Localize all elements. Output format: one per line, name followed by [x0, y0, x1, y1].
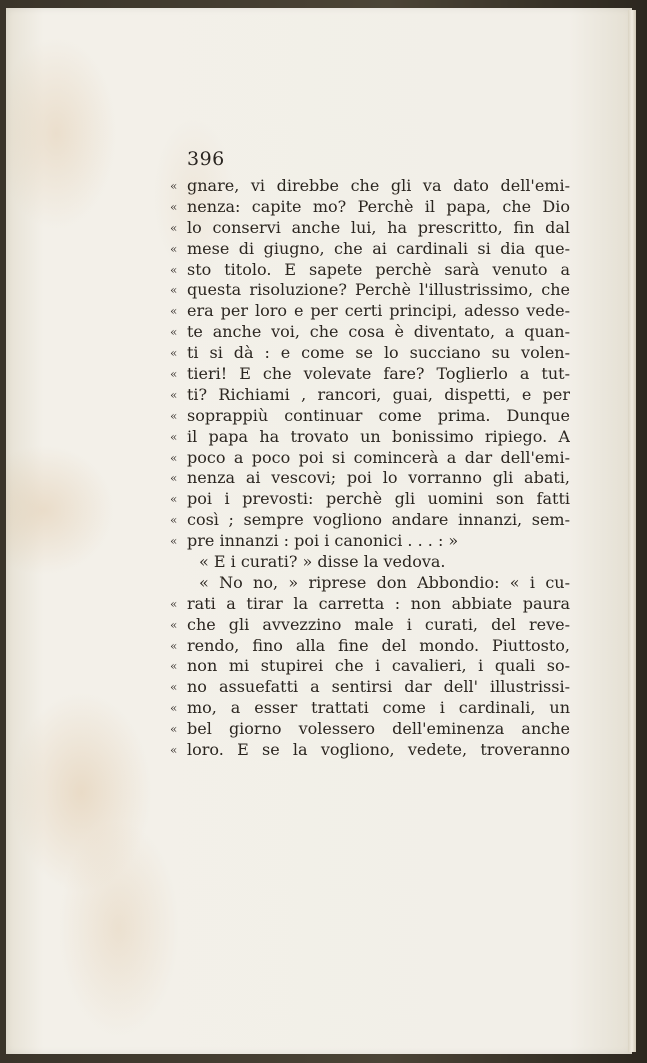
quote-mark: « [170, 492, 178, 507]
quote-mark: « [170, 450, 178, 465]
line-text: no assuefatti a sentirsi dar dell' illustrissi- [187, 677, 570, 697]
line-text: lo conservi anche lui, ha prescritto, fin dal [187, 217, 570, 237]
text-line [170, 280, 570, 301]
text-line [170, 406, 570, 427]
quote-mark: « [170, 262, 178, 277]
line-text: nenza ai vescovi; poi lo vorranno gli abati, [187, 468, 570, 488]
line-text: che gli avvezzino male i curati, del reve- [187, 614, 570, 634]
quote-mark: « [170, 304, 178, 319]
quote-mark: « [170, 680, 178, 695]
text-line [170, 448, 570, 469]
quote-mark: « [170, 659, 178, 674]
line-text: era per loro e per certi principi, adesso vede- [187, 301, 570, 321]
quote-mark: « [170, 367, 178, 382]
text-line [170, 677, 570, 698]
text-line [170, 364, 570, 385]
line-text: tieri! E che volevate fare? Toglierlo a tut- [187, 364, 570, 384]
line-text: rendo, fino alla fine del mondo. Piuttosto, [187, 635, 570, 655]
text-line [170, 615, 570, 636]
quote-mark: « [170, 346, 178, 361]
text-line [170, 176, 570, 197]
line-text: nenza: capite mo? Perchè il papa, che Dio [187, 196, 570, 216]
quote-mark: « [170, 471, 178, 486]
quote-mark: « [170, 743, 178, 758]
text-line [170, 489, 570, 510]
quote-mark: « [170, 283, 178, 298]
line-text: soprappiù continuar come prima. Dunque [187, 405, 570, 425]
quote-mark: « [170, 199, 178, 214]
line-text: ti si dà : e come se lo succiano su volen- [187, 343, 570, 363]
text-line [170, 552, 570, 573]
quote-mark: « [170, 325, 178, 340]
text-block [170, 176, 570, 761]
quote-mark: « [170, 617, 178, 632]
quote-mark: « [170, 534, 178, 549]
line-text: così ; sempre vogliono andare innanzi, sem- [187, 510, 570, 530]
text-line [170, 301, 570, 322]
line-text: te anche voi, che cosa è diventato, a quan- [187, 322, 570, 342]
text-line [170, 698, 570, 719]
quote-mark: « [170, 701, 178, 716]
quote-mark: « [170, 722, 178, 737]
text-line [170, 343, 570, 364]
quote-mark: « [170, 513, 178, 528]
line-text: « E i curati? » disse la vedova. [199, 552, 446, 572]
text-line [170, 573, 570, 594]
text-line [170, 468, 570, 489]
line-text: ti? Richiami , rancori, guai, dispetti, e per [187, 384, 570, 404]
text-line [170, 427, 570, 448]
text-line [170, 719, 570, 740]
line-text: pre innanzi : poi i canonici . . . : » [187, 531, 459, 551]
line-text: gnare, vi direbbe che gli va dato dell'emi- [187, 176, 570, 195]
line-text: loro. E se la vogliono, vedete, troveranno [187, 740, 570, 760]
page-number: 396 [187, 148, 225, 170]
line-text: poi i prevosti: perchè gli uomini son fatti [187, 489, 570, 509]
quote-mark: « [170, 408, 178, 423]
line-text: mese di giugno, che ai cardinali si dia que- [187, 238, 570, 258]
quote-mark: « [170, 638, 178, 653]
text-line [170, 594, 570, 615]
line-text: questa risoluzione? Perchè l'illustrissimo, che [187, 280, 570, 300]
text-line [170, 197, 570, 218]
quote-mark: « [170, 220, 178, 235]
quote-mark: « [170, 429, 178, 444]
page-edge [628, 10, 636, 1052]
line-text: mo, a esser trattati come i cardinali, un [187, 698, 570, 718]
text-line [170, 656, 570, 677]
text-line [170, 322, 570, 343]
quote-mark: « [170, 241, 178, 256]
text-line [170, 510, 570, 531]
line-text: poco a poco poi si comincerà a dar dell'emi- [187, 447, 570, 467]
line-text: non mi stupirei che i cavalieri, i quali so- [187, 656, 570, 676]
line-text: « No no, » riprese don Abbondio: « i cu- [199, 572, 570, 592]
line-text: sto titolo. E sapete perchè sarà venuto a [187, 259, 570, 279]
quote-mark: « [170, 596, 178, 611]
line-text: rati a tirar la carretta : non abbiate paura [187, 593, 570, 613]
line-text: bel giorno volessero dell'eminenza anche [187, 719, 570, 739]
text-line [170, 239, 570, 260]
line-text: il papa ha trovato un bonissimo ripiego. A [187, 426, 570, 446]
quote-mark: « [170, 387, 178, 402]
text-line [170, 740, 570, 761]
text-line [170, 218, 570, 239]
text-line [170, 385, 570, 406]
text-line [170, 260, 570, 281]
text-line [170, 636, 570, 657]
quote-mark: « [170, 179, 178, 193]
text-line [170, 531, 570, 552]
